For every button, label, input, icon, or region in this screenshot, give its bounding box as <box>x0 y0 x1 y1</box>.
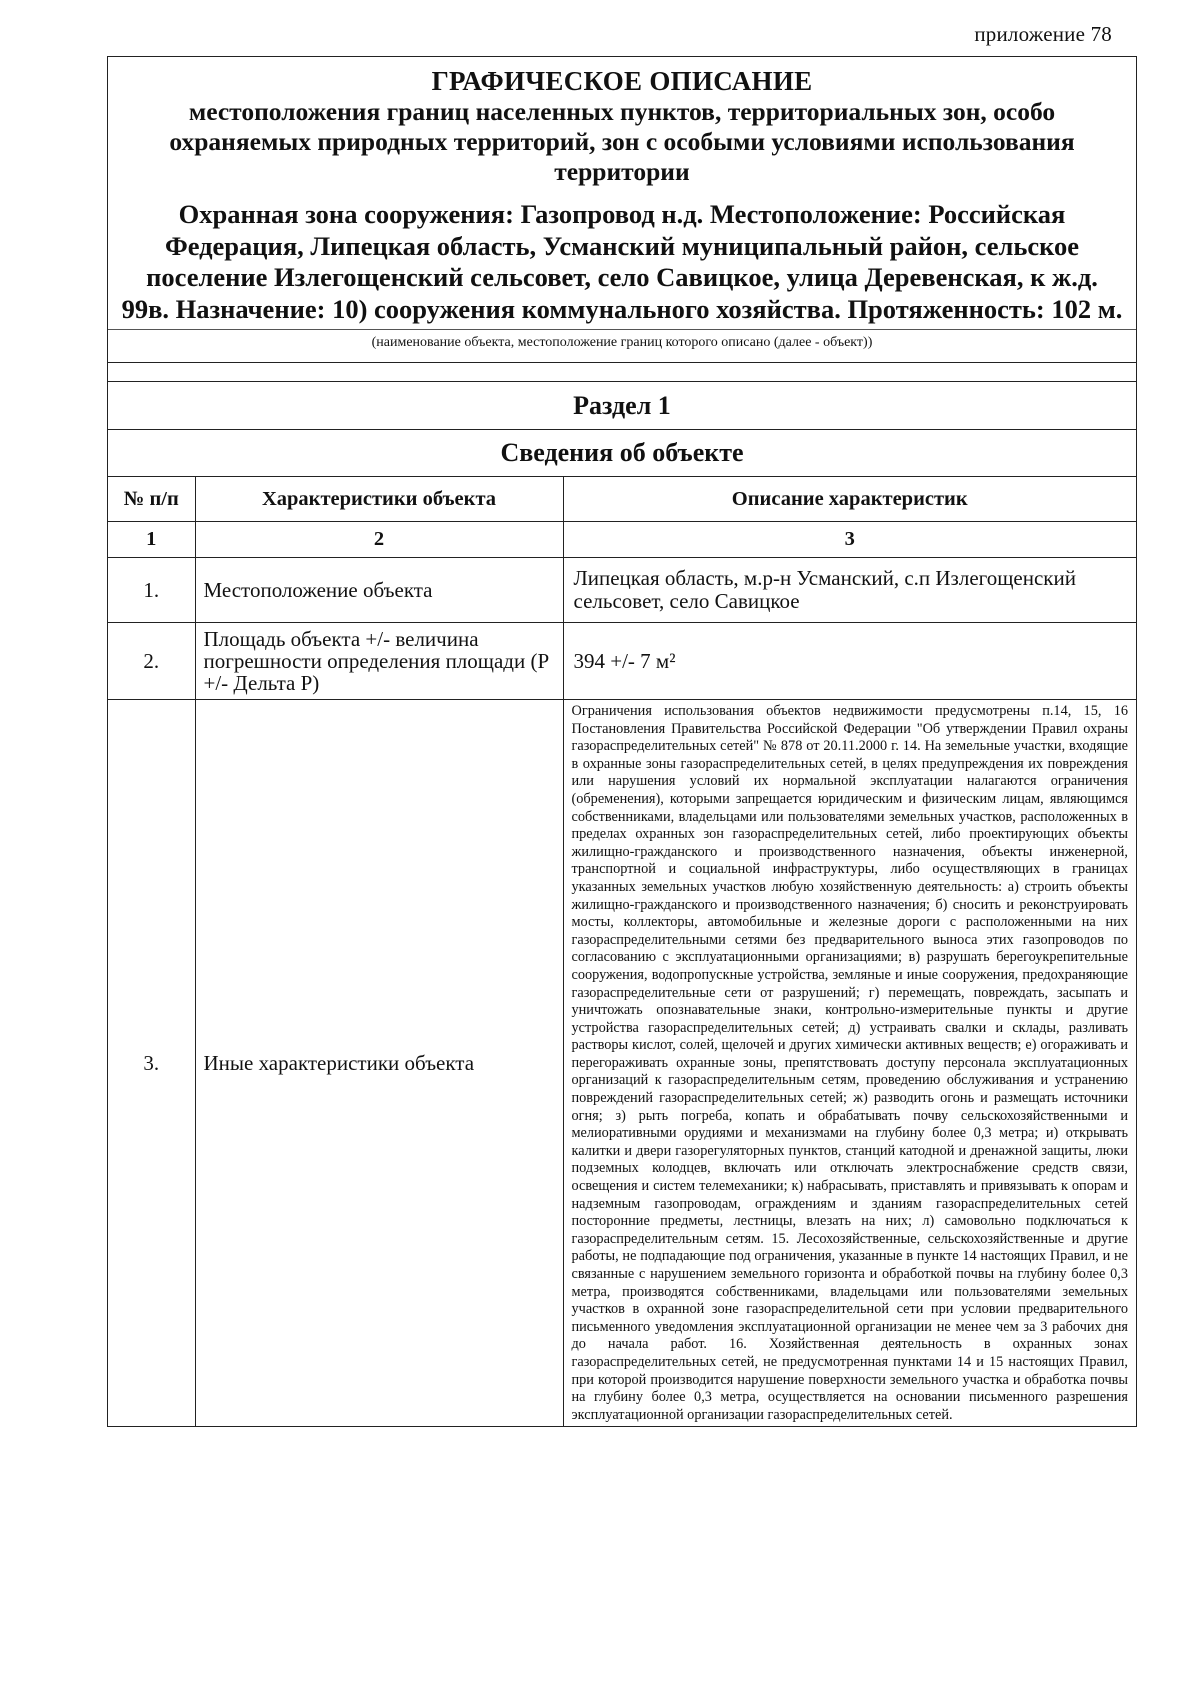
header-block <box>108 57 1136 330</box>
characteristics-table <box>108 477 1136 1426</box>
row-number: 3. <box>108 700 195 1427</box>
table-column-numbers-row <box>108 522 1136 558</box>
column-number-2: 2 <box>195 522 563 558</box>
column-number-3: 3 <box>563 522 1136 558</box>
object-caption: (наименование объекта, местоположение границ которого описано (далее - объект)) <box>108 332 1136 363</box>
row-description: Липецкая область, м.р-н Усманский, с.п Излегощенский сельсовет, село Савицкое <box>563 558 1136 623</box>
column-header-characteristic: Характеристики объекта <box>195 477 563 522</box>
table-header-row <box>108 477 1136 522</box>
section-title: Раздел 1 <box>108 381 1136 430</box>
row-description: 394 +/- 7 м² <box>563 623 1136 700</box>
column-header-description: Описание характеристик <box>563 477 1136 522</box>
table-row <box>108 623 1136 700</box>
table-row <box>108 558 1136 623</box>
section-subtitle: Сведения об объекте <box>108 430 1136 477</box>
document-title: ГРАФИЧЕСКОЕ ОПИСАНИЕ <box>431 66 813 96</box>
document-frame <box>107 56 1137 1427</box>
row-description-long: Ограничения использования объектов недвижимости предусмотрены п.14, 15, 16 Постановления Правительства Российской Федерации "Об утверждении Правил охраны газораспределительных сетей" № 878 от 20.11.2000 г. 14. На земельные участки, входящие в охранные зоны газораспределительных сетей, в целях предупреждения их повреждения или нарушения условий их нормальной эксплуатации налагаются ограничения (обременения), которыми запрещается юридическим и физическим лицам, являющимся собственниками, владельцами или пользователями земельных участков, расположенных в пределах охранных зон газораспределительных сетей, либо проектирующих объекты жилищно-гражданского и производственного назначения, объекты инженерной, транспортной и социальной инфраструктуры, либо осуществляющих в границах указанных земельных участков любую хозяйственную деятельность: а) строить объекты жилищно-гражданского и производственного назначения; б) сносить и реконструировать мосты, коллекторы, автомобильные и железные дороги с расположенными на них газораспределительными сетями без предварительного выноса этих газопроводов по согласованию с эксплуатационными организациями; в) разрушать берегоукрепительные сооружения, водопропускные устройства, земляные и иные сооружения, предохраняющие газораспределительные сети от разрушений; г) перемещать, повреждать, засыпать и уничтожать опознавательные знаки, контрольно-измерительные пункты и другие устройства газораспределительных сетей; д) устраивать свалки и склады, разливать растворы кислот, солей, щелочей и других химически активных веществ; е) огораживать и перегораживать охранные зоны, препятствовать доступу персонала эксплуатационных организаций к газораспределительным сетям, проведению обслуживания и устранению повреждений газораспределительных сетей; ж) разводить огонь и размещать источники огня; з) рыть погреба, копать и обрабатывать почву сельскохозяйственными и мелиоративными орудиями и механизмами на глубину более 0,3 метра; и) открывать калитки и двери газорегуляторных пунктов, станций катодной и дренажной защиты, люки подземных колодцев, включать или отключать электроснабжение средств связи, освещения и систем телемеханики; к) набрасывать, приставлять и привязывать к опорам и надземным газопроводам, ограждениям и зданиям газораспределительных сетей посторонние предметы, лестницы, влезать на них; л) самовольно подключаться к газораспределительным сетям. 15. Лесохозяйственные, сельскохозяйственные и другие работы, не подпадающие под ограничения, указанные в пункте 14 настоящих Правил, и не связанные с нарушением земельного горизонта и обработкой почвы на глубину более 0,3 метра, производятся собственниками, владельцами или пользователями земельных участков в охранной зоне газораспределительной сети при условии предварительного письменного уведомления эксплуатационной организации не менее чем за 3 рабочих дня до начала работ. 16. Хозяйственная деятельность в охранных зонах газораспределительных сетей, не предусмотренная пунктами 14 и 15 настоящих Правил, при которой производится нарушение поверхности земельного участка и обработка почвы на глубину более 0,3 метра, осуществляется на основании письменного разрешения эксплуатационной организации газораспределительных сетей. <box>563 700 1136 1427</box>
table-row <box>108 700 1136 1427</box>
object-description: Охранная зона сооружения: Газопровод н.д. Местоположение: Российская Федерация, Липецкая область, Усманский муниципальный район, сельское поселение Излегощенский сельсовет, село Савицкое, улица Деревенская, к ж.д. 99в. Назначение: 10) сооружения коммунального хозяйства. Протяженность: 102 м. <box>121 199 1123 324</box>
appendix-label: приложение 78 <box>974 22 1112 46</box>
column-number-1: 1 <box>108 522 195 558</box>
column-header-number: № п/п <box>108 477 195 522</box>
row-characteristic: Иные характеристики объекта <box>195 700 563 1427</box>
row-characteristic: Местоположение объекта <box>195 558 563 623</box>
row-number: 2. <box>108 623 195 700</box>
row-number: 1. <box>108 558 195 623</box>
document-subtitle: местоположения границ населенных пунктов, территориальных зон, особо охраняемых природных территорий, зон с особыми условиями использования территории <box>169 97 1075 186</box>
row-characteristic: Площадь объекта +/- величина погрешности определения площади (Р +/- Дельта Р) <box>195 623 563 700</box>
